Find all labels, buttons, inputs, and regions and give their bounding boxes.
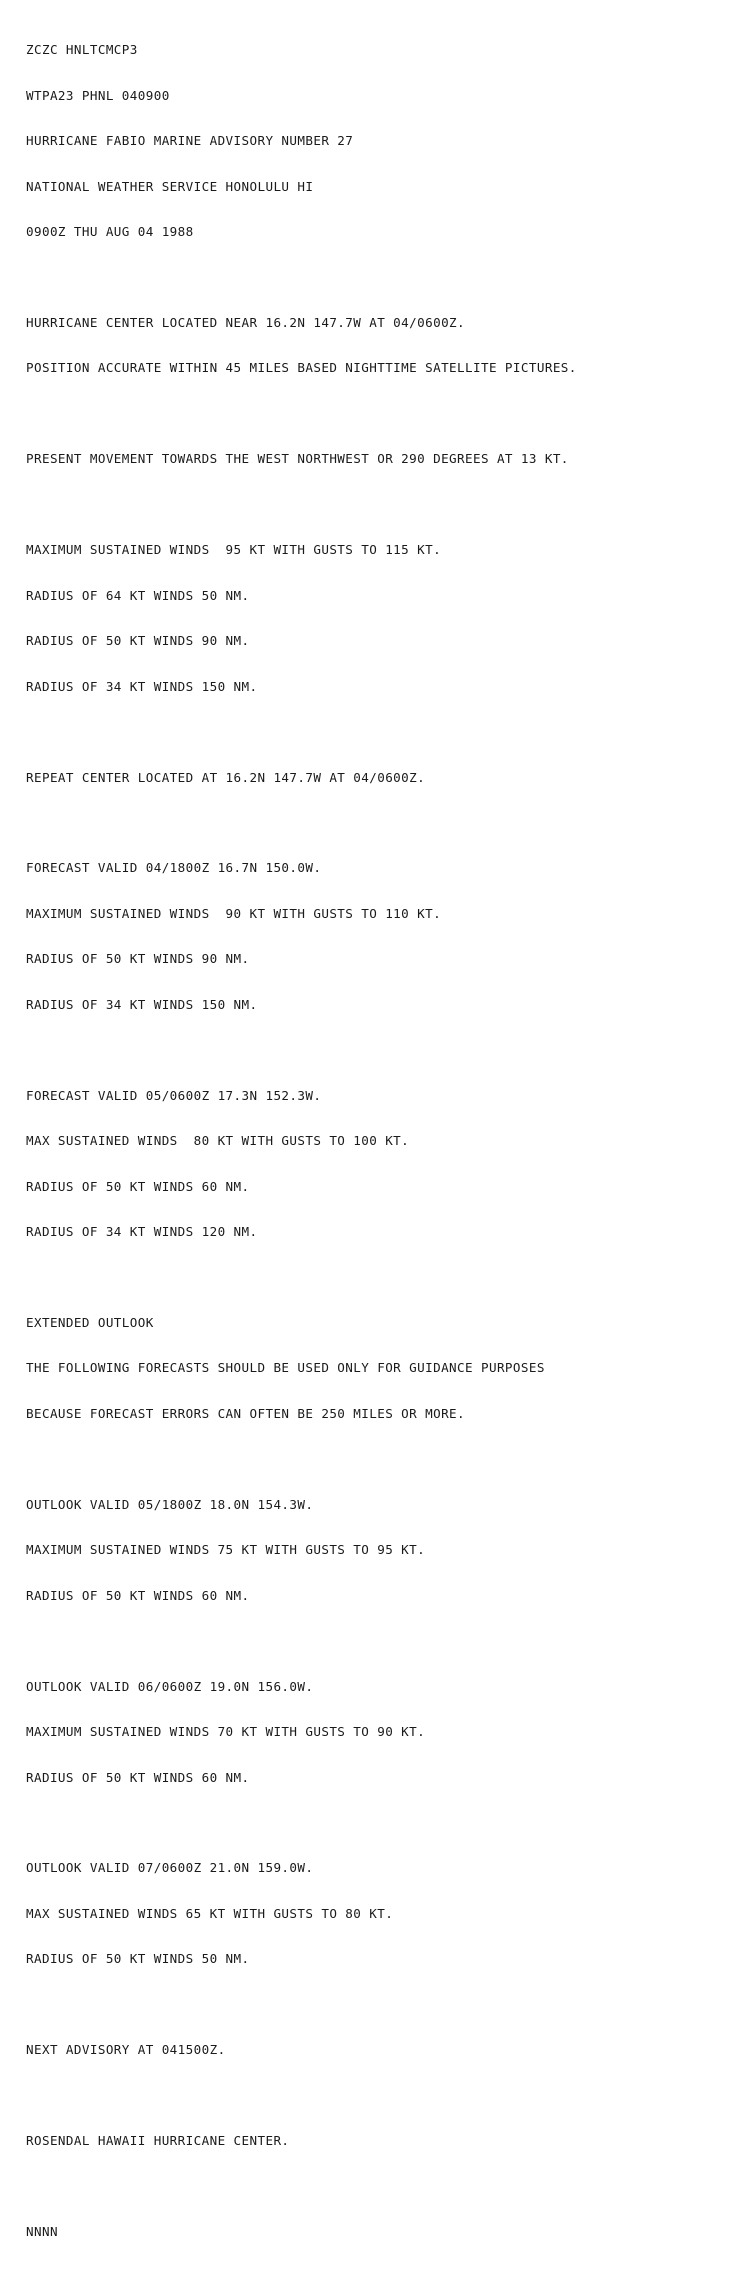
- blank-line: [26, 406, 577, 421]
- center-location-line: HURRICANE CENTER LOCATED NEAR 16.2N 147.7W AT 04/0600Z.: [26, 315, 466, 331]
- movement-line: PRESENT MOVEMENT TOWARDS THE WEST NORTHWEST OR 290 DEGREES AT 13 KT.: [26, 451, 569, 467]
- end-of-message: NNNN: [26, 2224, 58, 2240]
- forecast-radius-line: RADIUS OF 50 KT WINDS 60 NM.: [26, 1178, 250, 1194]
- issue-time: 0900Z THU AUG 04 1988: [26, 224, 194, 240]
- advisory-text: [26, 12, 577, 2270]
- outlook-winds-line: MAX SUSTAINED WINDS 65 KT WITH GUSTS TO 80 KT.: [26, 1905, 394, 1921]
- extended-outlook-heading: EXTENDED OUTLOOK: [26, 1315, 154, 1330]
- position-accuracy-line: POSITION ACCURATE WITHIN 45 MILES BASED NIGHTTIME SATELLITE PICTURES.: [26, 360, 577, 376]
- max-winds-line: MAXIMUM SUSTAINED WINDS 95 KT WITH GUSTS TO 115 KT.: [26, 542, 442, 558]
- blank-line: [26, 2088, 577, 2103]
- signature-line: ROSENDAL HAWAII HURRICANE CENTER.: [26, 2133, 290, 2149]
- outlook-winds-line: MAXIMUM SUSTAINED WINDS 70 KT WITH GUSTS TO 90 KT.: [26, 1724, 426, 1740]
- outlook-radius-line: RADIUS OF 50 KT WINDS 50 NM.: [26, 1951, 250, 1967]
- outlook-valid-line: OUTLOOK VALID 06/0600Z 19.0N 156.0W.: [26, 1678, 314, 1694]
- blank-line: [26, 1815, 577, 1830]
- forecast-winds-line: MAXIMUM SUSTAINED WINDS 90 KT WITH GUSTS TO 110 KT.: [26, 905, 442, 921]
- blank-line: [26, 1997, 577, 2012]
- blank-line: [26, 2179, 577, 2194]
- forecast-winds-line: MAX SUSTAINED WINDS 80 KT WITH GUSTS TO 100 KT.: [26, 1133, 410, 1149]
- extended-outlook-note: THE FOLLOWING FORECASTS SHOULD BE USED ONLY FOR GUIDANCE PURPOSES: [26, 1360, 545, 1376]
- outlook-valid-line: OUTLOOK VALID 07/0600Z 21.0N 159.0W.: [26, 1860, 314, 1876]
- blank-line: [26, 270, 577, 285]
- blank-line: [26, 1270, 577, 1285]
- blank-line: [26, 724, 577, 739]
- forecast-radius-line: RADIUS OF 34 KT WINDS 120 NM.: [26, 1224, 258, 1240]
- forecast-radius-line: RADIUS OF 50 KT WINDS 90 NM.: [26, 951, 250, 967]
- repeat-center-line: REPEAT CENTER LOCATED AT 16.2N 147.7W AT 04/0600Z.: [26, 769, 426, 785]
- issuing-office: NATIONAL WEATHER SERVICE HONOLULU HI: [26, 178, 314, 194]
- forecast-valid-line: FORECAST VALID 04/1800Z 16.7N 150.0W.: [26, 860, 322, 876]
- blank-line: [26, 497, 577, 512]
- outlook-valid-line: OUTLOOK VALID 05/1800Z 18.0N 154.3W.: [26, 1496, 314, 1512]
- next-advisory-line: NEXT ADVISORY AT 041500Z.: [26, 2042, 226, 2058]
- wind-radius-line: RADIUS OF 34 KT WINDS 150 NM.: [26, 678, 258, 694]
- wind-radius-line: RADIUS OF 64 KT WINDS 50 NM.: [26, 587, 250, 603]
- blank-line: [26, 815, 577, 830]
- outlook-radius-line: RADIUS OF 50 KT WINDS 60 NM.: [26, 1587, 250, 1603]
- outlook-radius-line: RADIUS OF 50 KT WINDS 60 NM.: [26, 1769, 250, 1785]
- advisory-title: HURRICANE FABIO MARINE ADVISORY NUMBER 27: [26, 133, 354, 149]
- outlook-winds-line: MAXIMUM SUSTAINED WINDS 75 KT WITH GUSTS TO 95 KT.: [26, 1542, 426, 1558]
- blank-line: [26, 1042, 577, 1057]
- forecast-radius-line: RADIUS OF 34 KT WINDS 150 NM.: [26, 996, 258, 1012]
- header-line: WTPA23 PHNL 040900: [26, 87, 170, 103]
- blank-line: [26, 1451, 577, 1466]
- blank-line: [26, 1633, 577, 1648]
- extended-outlook-note: BECAUSE FORECAST ERRORS CAN OFTEN BE 250 MILES OR MORE.: [26, 1405, 466, 1421]
- wind-radius-line: RADIUS OF 50 KT WINDS 90 NM.: [26, 633, 250, 649]
- forecast-valid-line: FORECAST VALID 05/0600Z 17.3N 152.3W.: [26, 1087, 322, 1103]
- header-line: ZCZC HNLTCMCP3: [26, 42, 138, 58]
